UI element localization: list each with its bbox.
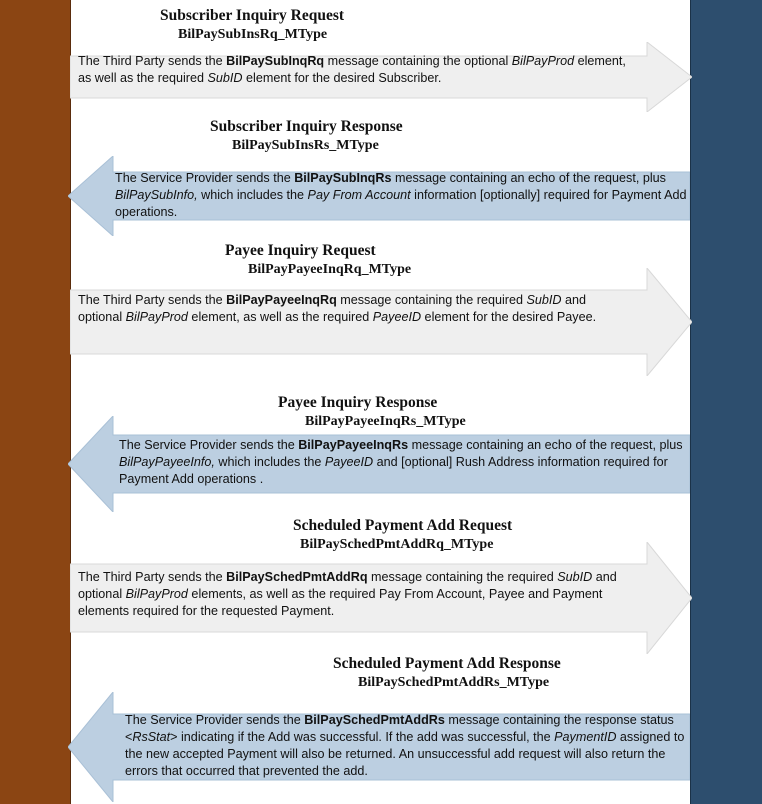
message-type: BilPaySchedPmtAddRs_MType [358, 675, 550, 690]
message-type: BilPayPayeeInqRs_MType [305, 414, 466, 429]
message-title: Subscriber Inquiry Request [160, 7, 345, 24]
message-description: The Service Provider sends the BilPaySchedPmtAddRs message containing the response status <RsStat> indicating if the Add was successful. If the add was successful, the PaymentID assigned to the new accepted Payment will also be returned. An unsuccessful add request will also return the errors that occurred that prevented the add. [125, 713, 685, 778]
message-description: The Service Provider sends the BilPaySubInqRs message containing an echo of the request, plus BilPaySubInfo, which includes the Pay From Account information [optionally] required for Payment Add operations. [115, 171, 687, 219]
message-title: Subscriber Inquiry Response [210, 118, 403, 135]
message-title: Scheduled Payment Add Response [333, 655, 561, 672]
message-title: Payee Inquiry Request [225, 242, 376, 259]
message-type: BilPaySchedPmtAddRq_MType [300, 537, 494, 552]
message-description: The Third Party sends the BilPayPayeeInqRq message containing the required SubID and optional BilPayProd element, as well as the required PayeeID element for the desired Payee. [78, 293, 597, 324]
message-type: BilPaySubInsRs_MType [232, 138, 379, 153]
message-description: The Service Provider sends the BilPayPayeeInqRs message containing an echo of the request, plus BilPayPayeeInfo, which includes the PayeeID and [optional] Rush Address information required for Payment Add operations . [119, 438, 683, 486]
third-party-lane [0, 0, 71, 804]
message-description: The Third Party sends the BilPaySubInqRq message containing the optional BilPayProd element, as well as the required SubID element for the desired Subscriber. [78, 54, 626, 85]
service-provider-lane [690, 0, 762, 804]
message-type: BilPayPayeeInqRq_MType [248, 262, 412, 277]
message-type: BilPaySubInsRq_MType [178, 27, 328, 42]
message-title: Scheduled Payment Add Request [293, 517, 513, 534]
message-description: The Third Party sends the BilPaySchedPmtAddRq message containing the required SubID and optional BilPayProd elements, as well as the required Pay From Account, Payee and Payment elements required for the requested Payment. [78, 570, 617, 618]
message-title: Payee Inquiry Response [278, 394, 438, 411]
